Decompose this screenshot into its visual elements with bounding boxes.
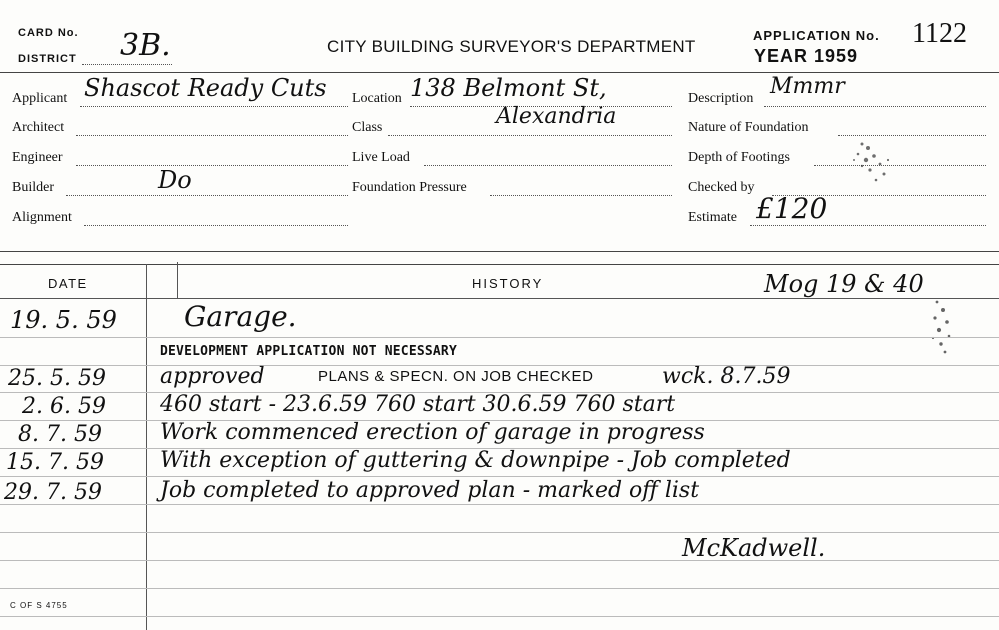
history-header-rule xyxy=(0,298,999,299)
builder-label: Builder xyxy=(12,180,54,195)
location-value: 138 Belmont St, xyxy=(410,74,607,102)
applicant-dotline xyxy=(80,106,348,107)
alignment-dotline xyxy=(84,225,348,226)
estimate-dotline xyxy=(750,225,986,226)
class-dotline xyxy=(388,135,672,136)
year-label: YEAR 1959 xyxy=(754,46,859,66)
engineer-label: Engineer xyxy=(12,150,63,165)
signature: McKadwell. xyxy=(682,534,826,562)
district-label: DISTRICT xyxy=(18,53,77,65)
application-number: 1122 xyxy=(912,18,967,49)
card-no-label: CARD No. xyxy=(18,27,79,39)
plans-stamp: PLANS & SPECN. ON JOB CHECKED xyxy=(318,368,594,385)
row-entry: Work commenced erection of garage in progress xyxy=(160,420,705,445)
applicant-value: Shascot Ready Cuts xyxy=(84,74,327,102)
row-date: 19. 5. 59 xyxy=(10,306,117,334)
depth-footings-label: Depth of Footings xyxy=(688,150,790,165)
location-label: Location xyxy=(352,91,402,106)
row-rule xyxy=(0,560,999,561)
estimate-value: £120 xyxy=(756,192,828,225)
architect-dotline xyxy=(76,135,348,136)
top-note: Mog 19 & 40 xyxy=(764,270,924,298)
row-entry: With exception of guttering & downpipe - Job completed xyxy=(160,448,791,473)
live-load-label: Live Load xyxy=(352,150,410,165)
engineer-dotline xyxy=(76,165,348,166)
foundation-pressure-dotline xyxy=(490,195,672,196)
history-header: HISTORY xyxy=(472,276,544,291)
row-date: 15. 7. 59 xyxy=(6,450,104,475)
header-tick xyxy=(177,262,178,298)
form-code: C OF S 4755 xyxy=(10,601,68,610)
row-date: 25. 5. 59 xyxy=(8,366,106,391)
application-label: APPLICATION No. xyxy=(753,28,880,43)
alignment-label: Alignment xyxy=(12,210,72,225)
district-value: 3B. xyxy=(120,28,171,63)
section-rule-2 xyxy=(0,264,999,265)
row-rule xyxy=(0,504,999,505)
row-rule xyxy=(0,365,999,366)
description-dotline xyxy=(764,106,986,107)
live-load-dotline xyxy=(424,165,672,166)
row-entry: approved xyxy=(160,364,265,389)
applicant-label: Applicant xyxy=(12,91,68,106)
class-label: Class xyxy=(352,120,383,135)
row-rule xyxy=(0,588,999,589)
row-note: wck. 8.7.59 xyxy=(662,364,791,389)
architect-label: Architect xyxy=(12,120,65,135)
section-rule xyxy=(0,251,999,252)
column-divider xyxy=(146,264,147,630)
estimate-label: Estimate xyxy=(688,210,737,225)
ink-smudge-mark xyxy=(840,130,900,200)
builder-dotline xyxy=(66,195,348,196)
description-label: Description xyxy=(688,91,754,106)
row-date: 29. 7. 59 xyxy=(4,480,102,505)
row-entry: Garage. xyxy=(184,300,297,333)
checked-by-label: Checked by xyxy=(688,180,755,195)
row-date: 2. 6. 59 xyxy=(22,394,106,419)
row-rule xyxy=(0,337,999,338)
row-date: 8. 7. 59 xyxy=(18,422,102,447)
row-rule xyxy=(0,616,999,617)
date-header: DATE xyxy=(48,276,88,291)
nature-foundation-label: Nature of Foundation xyxy=(688,120,809,135)
department-title: CITY BUILDING SURVEYOR'S DEPARTMENT xyxy=(327,37,696,56)
ink-smudge-mark-2 xyxy=(925,292,965,360)
row-rule xyxy=(0,476,999,477)
header-rule xyxy=(0,72,999,73)
class-value: Alexandria xyxy=(496,104,617,129)
foundation-pressure-label: Foundation Pressure xyxy=(352,180,467,195)
development-stamp: DEVELOPMENT APPLICATION NOT NECESSARY xyxy=(160,344,457,359)
row-rule xyxy=(0,532,999,533)
row-entry: 460 start - 23.6.59 760 start 30.6.59 760 start xyxy=(160,392,676,417)
row-entry: Job completed to approved plan - marked off list xyxy=(160,478,700,503)
builder-value: Do xyxy=(158,166,192,194)
description-value: Mmmr xyxy=(770,74,845,99)
district-dotline xyxy=(82,64,172,65)
